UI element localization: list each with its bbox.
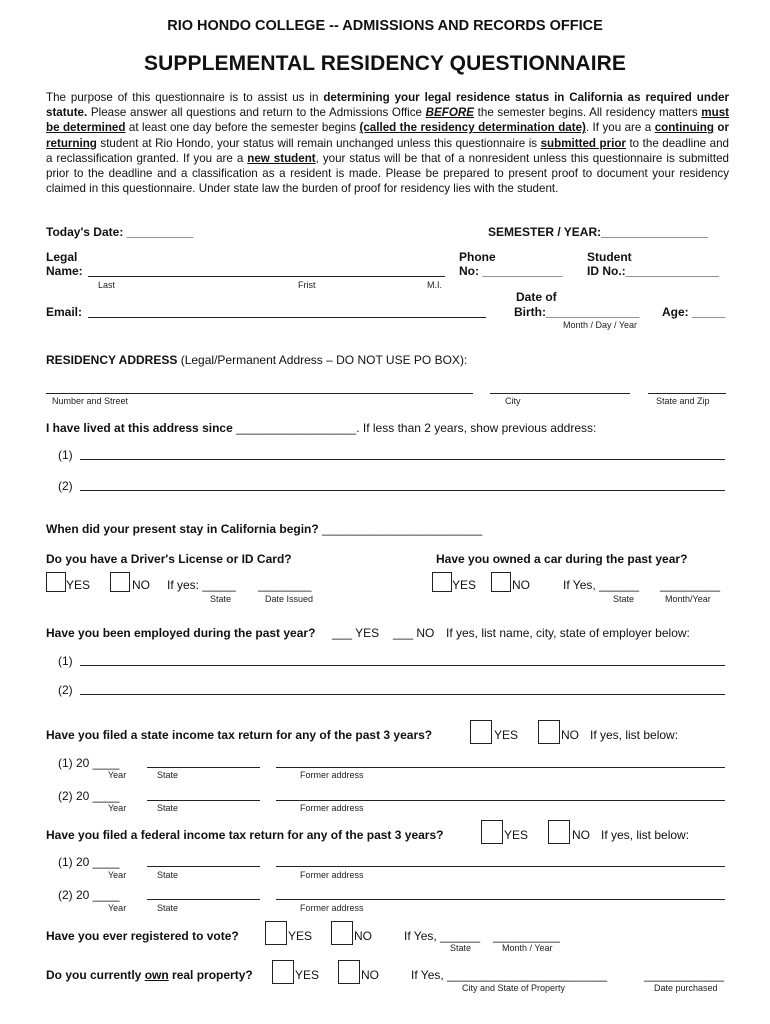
previous-address-1-input[interactable] bbox=[80, 459, 725, 460]
car-no-label: NO bbox=[512, 578, 530, 592]
state-tax-year-1-field[interactable]: (1) 20 ____ bbox=[58, 756, 120, 770]
employer-number-1: (1) bbox=[58, 654, 73, 668]
email-label: Email: bbox=[46, 305, 83, 319]
state-caption: State bbox=[157, 803, 179, 813]
license-state-field[interactable]: If yes: _____ bbox=[167, 578, 236, 592]
vote-yes-label: YES bbox=[288, 929, 313, 943]
state-caption: State bbox=[157, 903, 179, 913]
office-header: RIO HONDO COLLEGE -- ADMISSIONS AND RECORDS OFFICE bbox=[167, 18, 603, 34]
state-caption: State bbox=[157, 870, 179, 880]
property-date-caption: Date purchased bbox=[654, 983, 718, 993]
property-no-label: NO bbox=[361, 968, 379, 982]
vote-no-checkbox[interactable] bbox=[331, 921, 353, 945]
property-yes-checkbox[interactable] bbox=[272, 960, 294, 984]
license-question: Do you have a Driver's License or ID Card? bbox=[46, 552, 292, 566]
year-caption: Year bbox=[108, 903, 127, 913]
lived-since-field[interactable]: __________________ bbox=[232, 421, 357, 435]
property-location-field[interactable]: If Yes, ________________________ bbox=[411, 968, 608, 982]
employed-yes-field[interactable]: ___ YES bbox=[332, 626, 380, 640]
state-tax-state-2-input[interactable] bbox=[147, 800, 260, 801]
car-date-field[interactable]: _________ bbox=[660, 578, 721, 592]
federal-tax-address-2-input[interactable] bbox=[276, 899, 725, 900]
license-yes-label: YES bbox=[66, 578, 91, 592]
car-no-checkbox[interactable] bbox=[491, 572, 511, 592]
year-caption: Year bbox=[108, 803, 127, 813]
federal-tax-address-1-input[interactable] bbox=[276, 866, 725, 867]
federal-tax-no-checkbox[interactable] bbox=[548, 820, 570, 844]
federal-tax-year-2-field[interactable]: (2) 20 ____ bbox=[58, 888, 120, 902]
city-caption: City bbox=[505, 396, 521, 406]
california-stay-question: When did your present stay in California begin? ________________________ bbox=[46, 522, 483, 536]
car-question: Have you owned a car during the past year? bbox=[436, 552, 688, 566]
state-tax-instructions: If yes, list below: bbox=[590, 728, 679, 742]
semester-year-field[interactable]: SEMESTER / YEAR:________________ bbox=[488, 225, 708, 239]
employed-instructions: If yes, list name, city, state of employer below: bbox=[446, 626, 690, 640]
property-no-checkbox[interactable] bbox=[338, 960, 360, 984]
state-caption: State bbox=[157, 770, 179, 780]
todays-date-field[interactable]: Today's Date: __________ bbox=[46, 225, 194, 239]
federal-tax-no-label: NO bbox=[572, 828, 590, 842]
state-tax-no-checkbox[interactable] bbox=[538, 720, 560, 744]
car-state-field[interactable]: If Yes, ______ bbox=[563, 578, 640, 592]
state-tax-no-label: NO bbox=[561, 728, 579, 742]
date-of-label: Date of bbox=[516, 290, 557, 304]
license-state-caption: State bbox=[210, 594, 232, 604]
name-label: Name: bbox=[46, 264, 83, 278]
first-name-caption: Frist bbox=[298, 280, 316, 290]
vote-question: Have you ever registered to vote? bbox=[46, 929, 239, 943]
employed-no-field[interactable]: ___ NO bbox=[393, 626, 435, 640]
car-yes-label: YES bbox=[452, 578, 477, 592]
federal-tax-question: Have you filed a federal income tax return for any of the past 3 years? bbox=[46, 828, 444, 842]
state-zip-caption: State and Zip bbox=[656, 396, 710, 406]
employed-question: Have you been employed during the past year? bbox=[46, 626, 316, 640]
student-id-field[interactable]: ID No.:______________ bbox=[587, 264, 720, 278]
phone-field[interactable]: No: ____________ bbox=[459, 264, 563, 278]
state-zip-input[interactable] bbox=[648, 393, 726, 394]
email-input[interactable] bbox=[88, 317, 486, 318]
state-tax-yes-checkbox[interactable] bbox=[470, 720, 492, 744]
former-address-caption: Former address bbox=[300, 870, 364, 880]
street-caption: Number and Street bbox=[52, 396, 129, 406]
vote-state-field[interactable]: If Yes, ______ bbox=[404, 929, 481, 943]
license-yes-checkbox[interactable] bbox=[46, 572, 66, 592]
page-title: SUPPLEMENTAL RESIDENCY QUESTIONNAIRE bbox=[144, 52, 626, 75]
year-caption: Year bbox=[108, 770, 127, 780]
employer-2-input[interactable] bbox=[80, 694, 725, 695]
license-date-caption: Date Issued bbox=[265, 594, 314, 604]
last-name-caption: Last bbox=[98, 280, 116, 290]
legal-label: Legal bbox=[46, 250, 78, 264]
state-tax-year-2-field[interactable]: (2) 20 ____ bbox=[58, 789, 120, 803]
state-tax-state-1-input[interactable] bbox=[147, 767, 260, 768]
employer-1-input[interactable] bbox=[80, 665, 725, 666]
property-location-caption: City and State of Property bbox=[462, 983, 566, 993]
previous-address-number-1: (1) bbox=[58, 448, 73, 462]
residency-address-label: RESIDENCY ADDRESS (Legal/Permanent Address – DO NOT USE PO BOX): bbox=[46, 353, 468, 367]
birth-date-caption: Month / Day / Year bbox=[563, 320, 638, 330]
license-no-label: NO bbox=[132, 578, 150, 592]
state-tax-question: Have you filed a state income tax return for any of the past 3 years? bbox=[46, 728, 433, 742]
former-address-caption: Former address bbox=[300, 903, 364, 913]
lived-since-question: I have lived at this address since __________________. If less than 2 years, show previous address: bbox=[46, 421, 597, 435]
vote-date-field[interactable]: __________ bbox=[493, 929, 560, 943]
phone-label: Phone bbox=[459, 250, 496, 264]
intro-paragraph: The purpose of this questionnaire is to assist us in determining your legal residence status in California as required under statute. Please answer all questions and return to the Admissions Office BEFORE the semester begins. All residency matters must be determined at least one day before the semester begins (called the residency determination date). If you are a continuing or returning student at Rio Hondo, your status will remain unchanged unless this questionnaire is submitted prior to the deadline and a reclassification granted. If you are a new student, your status will be that of a nonresident unless this questionnaire is submitted prior to the deadline and a classification as a resident is made. Please be prepared to present proof to document your residency claimed in this questionnaire. Under state law the burden of proof for residency lies with the student. bbox=[46, 91, 729, 196]
vote-yes-checkbox[interactable] bbox=[265, 921, 287, 945]
car-state-caption: State bbox=[613, 594, 635, 604]
car-yes-checkbox[interactable] bbox=[432, 572, 452, 592]
state-tax-address-2-input[interactable] bbox=[276, 800, 725, 801]
year-caption: Year bbox=[108, 870, 127, 880]
middle-initial-caption: M.I. bbox=[427, 280, 442, 290]
previous-address-number-2: (2) bbox=[58, 479, 73, 493]
property-date-field[interactable]: ____________ bbox=[644, 968, 725, 982]
vote-date-caption: Month / Year bbox=[502, 943, 553, 953]
property-question: Do you currently own real property? bbox=[46, 968, 253, 982]
license-date-field[interactable]: ________ bbox=[258, 578, 312, 592]
age-field[interactable]: Age: _____ bbox=[662, 305, 726, 319]
vote-state-caption: State bbox=[450, 943, 472, 953]
previous-address-2-input[interactable] bbox=[80, 490, 725, 491]
federal-tax-state-1-input[interactable] bbox=[147, 866, 260, 867]
employer-number-2: (2) bbox=[58, 683, 73, 697]
former-address-caption: Former address bbox=[300, 803, 364, 813]
city-input[interactable] bbox=[490, 393, 630, 394]
federal-tax-yes-checkbox[interactable] bbox=[481, 820, 503, 844]
former-address-caption: Former address bbox=[300, 770, 364, 780]
vote-no-label: NO bbox=[354, 929, 372, 943]
state-tax-address-1-input[interactable] bbox=[276, 767, 725, 768]
name-input[interactable] bbox=[88, 276, 445, 277]
license-no-checkbox[interactable] bbox=[110, 572, 130, 592]
federal-tax-yes-label: YES bbox=[504, 828, 529, 842]
street-input[interactable] bbox=[46, 393, 473, 394]
student-label: Student bbox=[587, 250, 632, 264]
federal-tax-state-2-input[interactable] bbox=[147, 899, 260, 900]
car-date-caption: Month/Year bbox=[665, 594, 711, 604]
state-tax-yes-label: YES bbox=[494, 728, 519, 742]
federal-tax-instructions: If yes, list below: bbox=[601, 828, 690, 842]
california-stay-field[interactable]: ________________________ bbox=[318, 522, 483, 536]
federal-tax-year-1-field[interactable]: (1) 20 ____ bbox=[58, 855, 120, 869]
birth-date-field[interactable]: Birth:______________ bbox=[514, 305, 640, 319]
property-yes-label: YES bbox=[295, 968, 320, 982]
